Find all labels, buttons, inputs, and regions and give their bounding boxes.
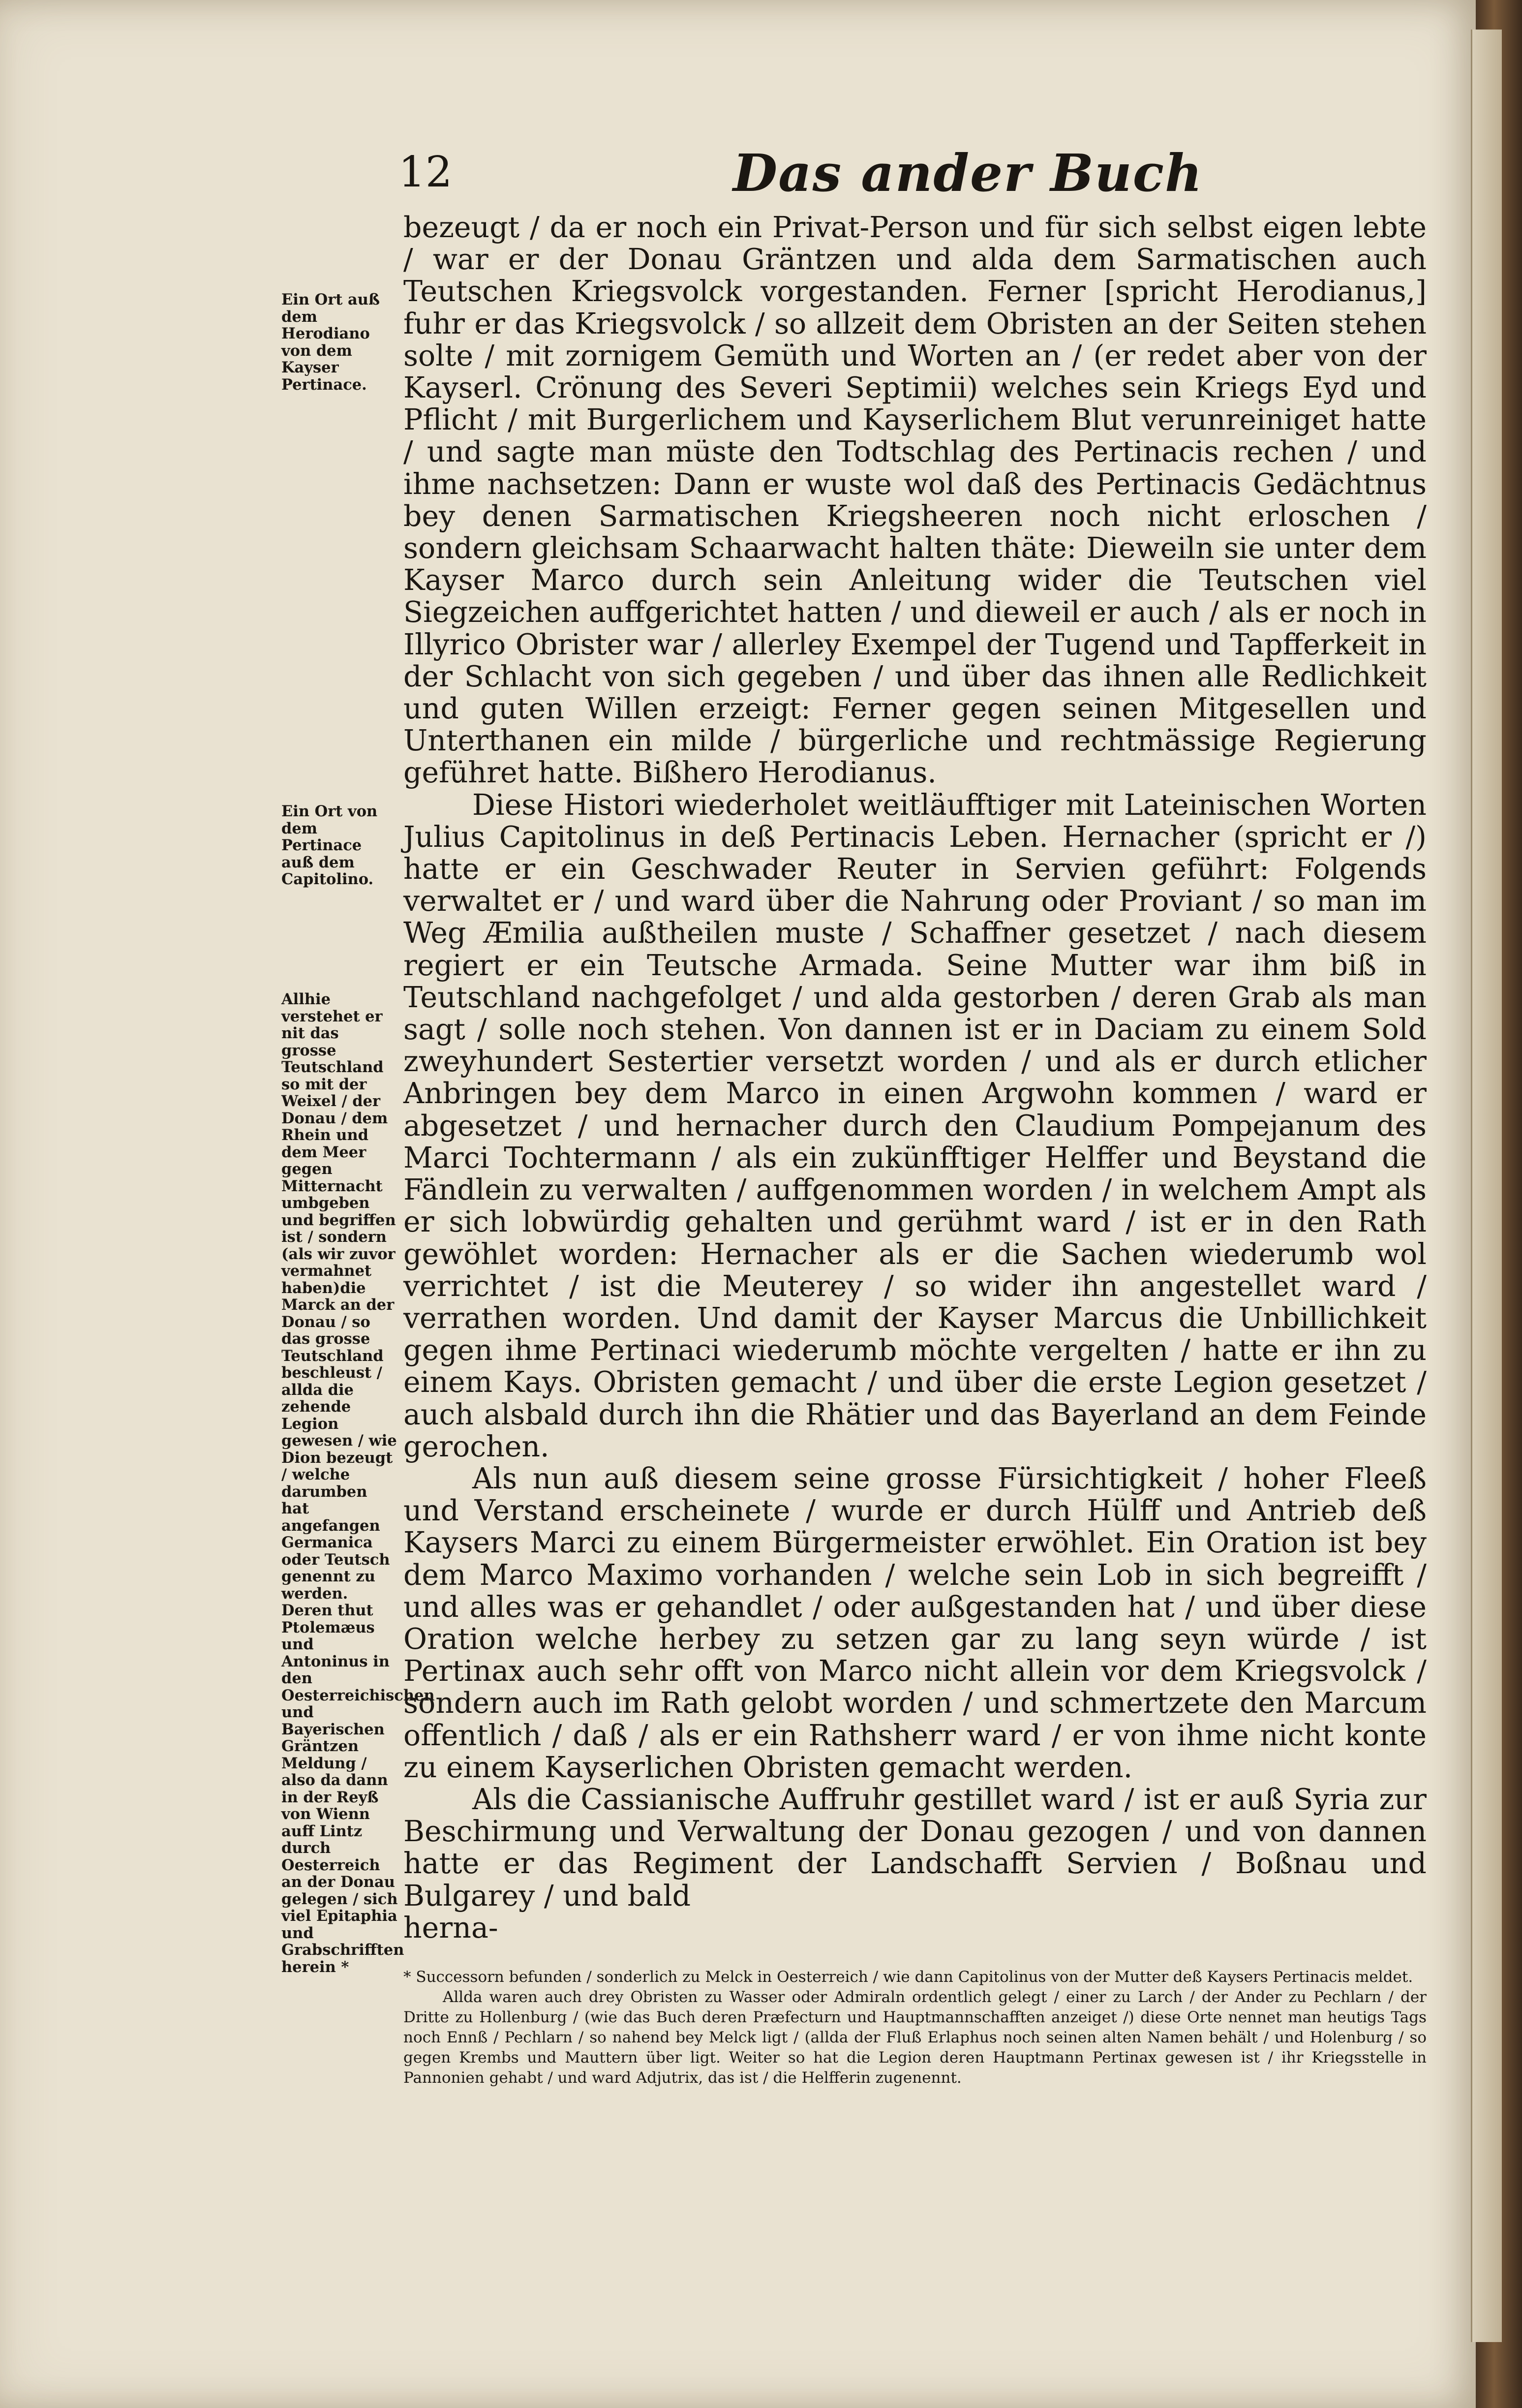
page-number: 12 [398,148,453,197]
margin-note-germany: Allhie verstehet er nit das grosse Teutschland so mit der Weixel / der Donau / dem Rhein und dem Meer gegen Mitternacht umbgeben und begriffen ist / sondern (als wir zuvor vermahnet haben)die Marck an der Donau / so das grosse Teutschland beschleust / allda die zehende Legion gewesen / wie Dion bezeugt / welche darumben hat angefangen Germanica oder Teutsch genennt zu werden. Deren thut Ptolemæus und Antoninus in den Oesterreichischen und Bayerischen Gräntzen Meldung / also da dann in der Reyß von Wienn auff Lintz durch Oesterreich an der Donau gelegen / sich viel Epitaphia und Grabschrifften herein * [281,990,435,1976]
page-header [398,143,1431,207]
paragraph: Als die Cassianische Auffruhr gestillet ward / ist er auß Syria zur Beschirmung und Verwaltung der Donau gezogen / und von dannen hatte er das Regiment der Landschafft Servien / Boßnau und Bulgarey / und bald [403,1782,1427,1913]
footnote: * Successorn befunden / sonderlich zu Melck in Oesterreich / wie dann Capitolinus von der Mutter deß Kaysers Pertinacis meldet. [403,1968,1413,1986]
footnote: Allda waren auch drey Obristen zu Wasser oder Admiraln ordentlich gelegt / einer zu Larch / der Ander zu Pechlarn / der Dritte zu Hollenburg / (wie das Buch deren Præfecturn und Hauptmannschafften anzeiget /) diese Orte nennet man heutigs Tags noch Ennß / Pechlarn / so nahend bey Melck ligt / (allda der Fluß Erlaphus noch seinen alten Namen behält / und Holenburg / so gegen Krembs und Mauttern über ligt. Weiter so hat die Legion deren Hauptmann Pertinax gewesen ist / ihr Kriegsstelle in Pannonien gehabt / und ward Adjutrix, das ist / die Helfferin zugenennt. [403,1988,1427,2087]
paragraph: Als nun auß diesem seine grosse Fürsichtigkeit / hoher Fleeß und Verstand erscheinete / wurde er durch Hülff und Antrieb deß Kaysers Marci zu einem Bürgermeister erwöhlet. Ein Oration ist bey dem Marco Maximo vorhanden / welche sein Lob in sich begreifft / und alles was er gehandlet / oder außgestanden hat / und über diese Oration welche herbey zu setzen gar zu lang seyn würde / ist Pertinax auch sehr offt von Marco nicht allein vor dem Kriegsvolck / sondern auch im Rath gelobt worden / und schmertzete den Marcum offentlich / daß / als er ein Rathsherr ward / er von ihme nicht konte zu einem Kayserlichen Obristen gemacht werden. [403,1461,1427,1784]
next-page-edge [1471,30,1502,2342]
main-text [403,212,1427,1944]
margin-note-herodian: Ein Ort auß dem Herodiano von dem Kayser Pertinace. [281,291,380,394]
paragraph: bezeugt / da er noch ein Privat-Person und für sich selbst eigen lebte / war er der Donau Gräntzen und alda dem Sarmatischen auch Teutschen Kriegsvolck vorgestanden. Ferner [spricht Herodianus,] fuhr er das Kriegsvolck / so allzeit dem Obristen an der Seiten stehen solte / mit zornigem Gemüth und Worten an / (er redet aber von der Kayserl. Crönung des Severi Septimii) welches sein Kriegs Eyd und Pflicht / mit Burgerlichem und Kayserlichem Blut verunreiniget hatte / und sagte man müste den Todtschlag des Pertinacis rechen / und ihme nachsetzen: Dann er wuste wol daß des Pertinacis Gedächtnus bey denen Sarmatischen Kriegsheeren noch nicht erloschen / sondern gleichsam Schaarwacht halten thäte: Dieweiln sie unter dem Kayser Marco durch sein Anleitung wider die Teutschen viel Siegzeichen auffgerichtet hatten / und dieweil er auch / als er noch in Illyrico Obrister war / allerley Exempel der Tugend und Tapfferkeit in der Schlacht von sich gegeben / und über das ihnen alle Redlichkeit und guten Willen erzeigt: Ferner gegen seinen Mitgesellen und Unterthanen ein milde / bürgerliche und rechtmässige Regierung geführet hatte. Bißhero Herodianus. [403,211,1427,790]
running-title: Das ander Buch [733,143,1203,203]
margin-note-capitolinus: Ein Ort von dem Pertinace auß dem Capitolino. [281,803,378,888]
paragraph: Diese Histori wiederholet weitläufftiger mit Lateinischen Worten Julius Capitolinus in deß Pertinacis Leben. Hernacher (spricht er /) hatte er ein Geschwader Reuter in Servien geführt: Folgends verwaltet er / und ward über die Nahrung oder Proviant / so man im Weg Æmilia außtheilen muste / Schaffner gesetzet / nach diesem regiert er ein Teutsche Armada. Seine Mutter war ihm biß in Teutschland nachgefolget / und alda gestorben / deren Grab als man sagt / solle noch stehen. Von dannen ist er in Daciam zu einem Sold zweyhundert Sestertier versetzt worden / und als er durch etlicher Anbringen bey dem Marco in einen Argwohn kommen / ward er abgesetzet / und hernacher durch den Claudium Pompejanum des Marci Tochtermann / als ein zukünfftiger Helffer und Beystand die Fändlein zu verwalten / auffgenommen worden / in welchem Ampt als er sich lobwürdig gehalten und gerühmt ward / ist er in den Rath gewöhlet worden: Hernacher als er die Sachen wiederumb wol verrichtet / ist die Meuterey / so wider ihn angestellet ward / verrathen worden. Und damit der Kayser Marcus die Unbillichkeit gegen ihme Pertinaci wiederumb möchte vergelten / hatte er ihn zu einem Kays. Obristen gemacht / und über die erste Legion gesetzet / auch alsbald durch ihn die Rhätier und das Bayerland an dem Feinde gerochen. [403,788,1427,1463]
catchword: herna- [403,1911,498,1945]
footnotes [403,1967,1427,2088]
